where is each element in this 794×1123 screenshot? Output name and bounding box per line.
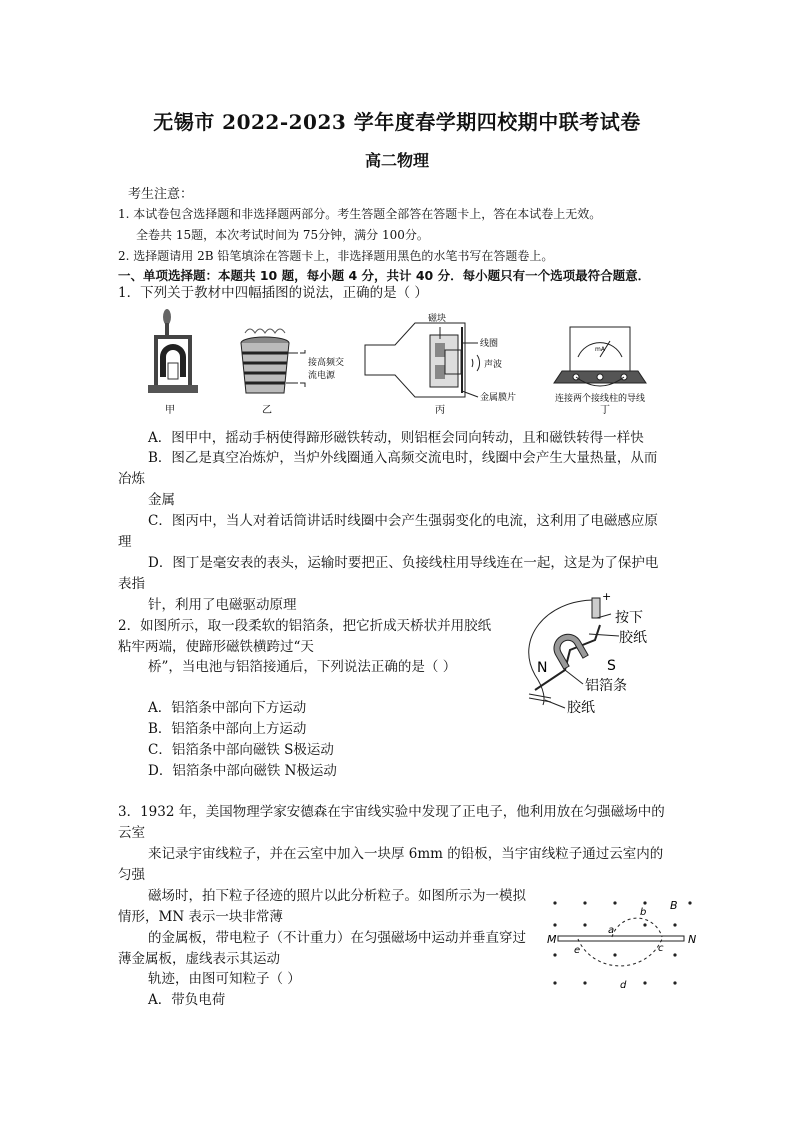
q3-line-8: 薄金属板，虚线表示其运动	[118, 951, 280, 967]
exam-title: 无锡市 2022-2023 学年度春学期四校期中联考试卷	[153, 110, 641, 134]
figure-bing	[365, 323, 480, 397]
figure-label-yi: 乙	[262, 405, 272, 416]
figure-bing-wave: 声波	[484, 360, 503, 370]
q2-option-a: A．铝箔条中部向下方运动	[148, 700, 307, 716]
q3-line-9: 轨迹，由图可知粒子（ ）	[148, 971, 301, 987]
figure-jia	[148, 309, 198, 393]
q3-figure	[540, 895, 710, 995]
q2-stem-line-1: 2．如图所示，取一段柔软的铝箔条，把它折成天桥状并用胶纸	[118, 618, 492, 634]
q3-label-a: a	[608, 925, 615, 936]
q2-label-tape-bottom: 胶纸	[567, 700, 595, 716]
q3-label-c: c	[658, 943, 664, 954]
q2-label-n: N	[537, 660, 548, 676]
q3-line-3: 来记录宇宙线粒子，并在云室中加入一块厚 6mm 的铅板，当宇宙线粒子通过云室内的	[148, 846, 664, 862]
q2-label-press: 按下	[615, 610, 643, 626]
q2-label-s: S	[607, 658, 616, 674]
figure-label-ding: 丁	[600, 405, 610, 416]
q2-stem-line-2: 粘牢两端，使蹄形磁铁横跨过“天	[118, 639, 314, 655]
figure-yi-text-2: 流电源	[308, 371, 336, 381]
notice-item-1-line-1: 1. 本试卷包含选择题和非选择题两部分。考生答题全部答在答题卡上，答在本试卷上无效。	[118, 207, 602, 221]
q1-option-a: A．图甲中，摇动手柄使得蹄形磁铁转动，则铝框会同向转动，且和磁铁转得一样快	[148, 430, 644, 446]
q3-option-a: A．带负电荷	[148, 992, 226, 1008]
q3-line-1: 3．1932 年，美国物理学家安德森在宇宙线实验中发现了正电子，他利用放在匀强磁场中的	[118, 804, 665, 820]
q3-label-e: e	[574, 945, 581, 956]
q1-figure	[140, 305, 660, 420]
q3-label-d: d	[620, 980, 627, 991]
q1-option-b-line-3: 金属	[148, 492, 175, 508]
q2-figure	[515, 590, 675, 720]
figure-label-jia: 甲	[165, 405, 175, 416]
figure-bing-magnet: 磁块	[428, 314, 447, 324]
q1-option-c-line-2: 理	[118, 534, 132, 550]
q2-option-b: B．铝箔条中部向上方运动	[148, 721, 307, 737]
q3-line-5: 磁场时，拍下粒子径迹的照片以此分析粒子。如图所示为一模拟	[148, 888, 526, 904]
section-1-heading: 一、单项选择题：本题共 10 题，每小题 4 分，共计 40 分．每小题只有一个选项最符合题意．	[118, 268, 651, 283]
figure-yi	[241, 329, 305, 393]
q3-label-n: N	[688, 933, 697, 946]
figure-yi-text-1: 接高频交	[308, 358, 345, 368]
svg-text:mA: mA	[595, 346, 605, 353]
q1-option-b-line-2: 冶炼	[118, 471, 145, 487]
q1-option-b-line-1: B．图乙是真空冶炼炉，当炉外线圈通入高频交流电时，线圈中会产生大量热量，从而	[148, 450, 658, 466]
q2-label-foil: 铝箔条	[585, 678, 627, 694]
figure-bing-film: 金属膜片	[480, 393, 517, 403]
q2-option-d: D．铝箔条中部向磁铁 N极运动	[148, 763, 337, 779]
q3-line-2: 云室	[118, 825, 145, 841]
q1-option-d-line-1: D．图丁是毫安表的表头，运输时要把正、负接线柱用导线连在一起，这是为了保护电	[148, 555, 659, 571]
figure-label-bing: 丙	[435, 405, 445, 416]
q1-option-d-line-3: 针，利用了电磁驱动原理	[148, 597, 297, 613]
figure-bing-coil: 线圈	[480, 339, 499, 349]
q1-stem: 1．下列关于教材中四幅插图的说法，正确的是（ ）	[118, 285, 428, 301]
q3-line-4: 匀强	[118, 867, 145, 883]
notice-heading: 考生注意：	[128, 187, 194, 202]
q2-stem-line-3: 桥”，当电池与铝箔接通后，下列说法正确的是（ ）	[148, 659, 457, 675]
q2-label-tape-top: 胶纸	[619, 630, 647, 646]
q3-label-b-field: B	[670, 899, 678, 912]
notice-item-1-line-2: 全卷共 15题，本次考试时间为 75分钟，满分 100分。	[136, 228, 429, 242]
q3-line-6: 情形，MN 表示一块非常薄	[118, 909, 283, 925]
exam-subtitle: 高二物理	[364, 151, 429, 170]
q3-label-m: M	[547, 933, 557, 946]
figure-ding-caption: 连接两个接线柱的导线	[554, 394, 646, 404]
q2-option-c: C．铝箔条中部向磁铁 S极运动	[148, 742, 334, 758]
notice-item-2: 2. 选择题请用 2B 铅笔填涂在答题卡上，非选择题用黑色的水笔书写在答题卷上。	[118, 249, 554, 263]
q3-label-b: b	[640, 907, 647, 918]
q2-plus-sign: +	[602, 590, 612, 603]
q3-line-7: 的金属板，带电粒子（不计重力）在匀强磁场中运动并垂直穿过	[148, 930, 526, 946]
figure-ding	[554, 327, 646, 386]
q1-option-d-line-2: 表指	[118, 576, 145, 592]
q1-option-c-line-1: C．图丙中，当人对着话筒讲话时线圈中会产生强弱变化的电流，这利用了电磁感应原	[148, 513, 658, 529]
